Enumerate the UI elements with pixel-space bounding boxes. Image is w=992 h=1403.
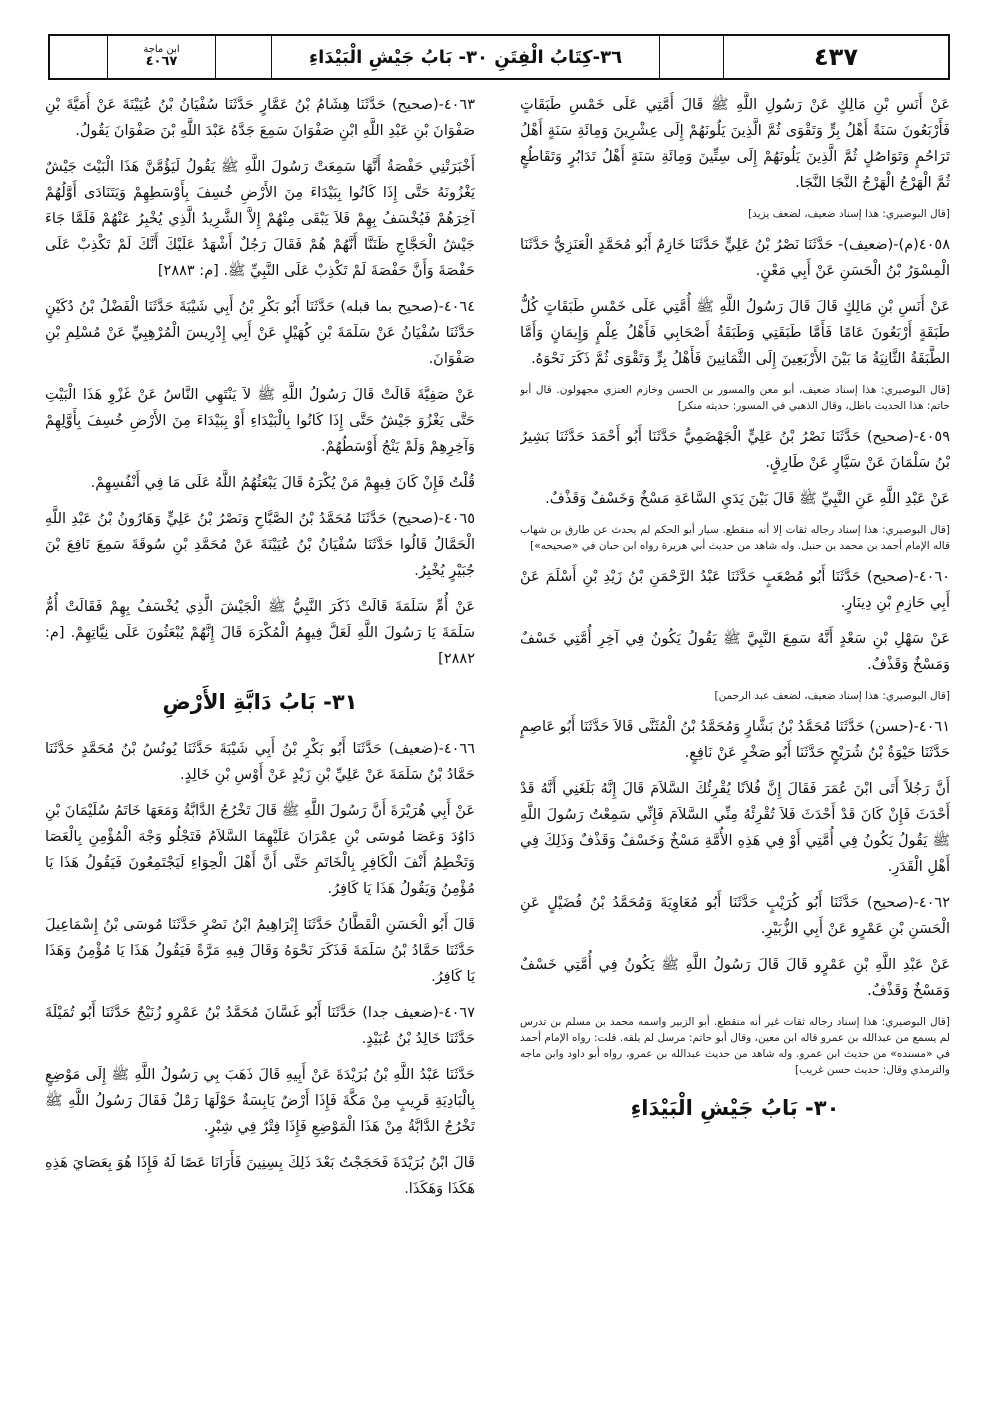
hadith-paragraph: ٤٠٦٠-(صحيح) حَدَّثَنَا أَبُو مُصْعَبٍ حَدَّثَنَا عَبْدُ الرَّحْمَنِ بْنُ زَيْدِ بْنِ أَسْلَمَ عَنْ أَبِي حَازِمِ بْنِ دِينَارٍ.	[520, 569, 950, 611]
chapter-title-box	[272, 36, 660, 78]
hadith-paragraph: ٤٠٦١-(حسن) حَدَّثَنَا مُحَمَّدُ بْنُ بَشَّارٍ وَمُحَمَّدُ بْنُ الْمُثَنَّى قَالاَ حَدَّثَنَا أَبُو عَاصِمٍ حَدَّثَنَا حَيْوَةُ بْنُ شُرَيْحٍ حَدَّثَنَا أَبُو صَخْرٍ عَنْ نَافِعٍ.	[520, 719, 950, 761]
chapter-title: ٣٦-كِتَابُ الْفِتَنِ ٣٠- بَابُ جَيْشِ الْبَيْدَاءِ	[308, 46, 623, 68]
hadith-paragraph: أَخْبَرَتْنِي حَفْصَةُ أَنَّهَا سَمِعَتْ رَسُولَ اللَّهِ ﷺ يَقُولُ لَيَؤُمَّنَّ هَذَا الْبَيْتَ جَيْشٌ يَغْزُونَهُ حَتَّى إِذَا كَانُوا بِبَيْدَاءَ مِنَ الأَرْضِ خُسِفَ بِأَوْسَطِهِمْ وَيَتَنَادَى أَوَّلُهُمْ آخِرَهُمْ فَيُخْسَفُ بِهِمْ فَلاَ يَبْقَى مِنْهُمْ إِلاَّ الشَّرِيدُ الَّذِي يُخْبِرُ عَنْهُمْ فَلَمَّا جَاءَ جَيْشُ الْحَجَّاجِ ظَنَنَّا أَنَّهُمْ هُمْ فَقَالَ رَجُلٌ أَشْهَدُ عَلَيْكَ أَنَّكَ لَمْ تَكْذِبْ عَلَى حَفْصَةَ وَأَنَّ حَفْصَةَ لَمْ تَكْذِبْ عَلَى النَّبِيِّ ﷺ. [م: ٢٨٨٣]	[45, 159, 475, 279]
page-header	[48, 34, 950, 80]
page-number: ٤٣٧	[814, 43, 858, 71]
footnote: [قال البوصيري: هذا إسناد ضعيف، أبو معن والمسور بن الحسن وخازم العنزي مجهولون. قال أبو حاتم: هذا الحديث باطل، وقال الذهبي في المسور: حديثه منكر]	[520, 384, 950, 412]
section-heading: ٣١- بَابُ دَابَّةِ الأَرْضِ	[162, 690, 358, 714]
reference-label: ابن ماجة	[143, 43, 180, 55]
footnote: [قال البوصيري: هذا إسناد رجاله ثقات غير أنه منقطع. أبو الزبير واسمه محمد بن مسلم بن تدرس لم يسمع من عبدالله بن عمرو قاله ابن معين، وقال أبو حاتم: مرسل لم يلقه. قلت: رواه الإمام أحمد في «مسنده» من حديث ابن عمرو. وله شاهد من حديث عبدالله بن عمرو، رواه أبو داود وابن ماجه والترمذي وقال: حديث حسن غريب]	[520, 1016, 950, 1076]
header-empty-cell	[660, 36, 724, 78]
hadith-paragraph: عَنْ سَهْلِ بْنِ سَعْدٍ أَنَّهُ سَمِعَ النَّبِيَّ ﷺ يَقُولُ يَكُونُ فِي آخِرِ أُمَّتِي خَسْفٌ وَمَسْخٌ وَقَذْفٌ.	[520, 631, 950, 673]
hadith-paragraph: قُلْتُ فَإِنْ كَانَ فِيهِمْ مَنْ يُكْرَهُ قَالَ يَبْعَثُهُمُ اللَّهُ عَلَى مَا فِي أَنْفُسِهِمْ.	[90, 475, 475, 491]
hadith-paragraph: قَالَ أَبُو الْحَسَنِ الْقَطَّانُ حَدَّثَنَا إِبْرَاهِيمُ ابْنُ نَصْرٍ حَدَّثَنَا مُوسَى بْنُ إِسْمَاعِيلَ حَدَّثَنَا حَمَّادُ بْنُ سَلَمَةَ فَذَكَرَ نَحْوَهُ وَقَالَ فِيهِ مَرَّةً فَيَقُولُ هَذَا يَا مُؤْمِنُ وَهَذَا يَا كَافِرُ.	[45, 917, 475, 985]
hadith-paragraph: عَنْ عَبْدِ اللَّهِ عَنِ النَّبِيِّ ﷺ قَالَ بَيْنَ يَدَيِ السَّاعَةِ مَسْخٌ وَخَسْفٌ وَقَذْفٌ.	[545, 491, 950, 507]
hadith-paragraph: ٤٠٥٩-(صحيح) حَدَّثَنَا نَصْرُ بْنُ عَلِيٍّ الْجَهْضَمِيُّ حَدَّثَنَا أَبُو أَحْمَدَ حَدَّثَنَا بَشِيرُ بْنُ سَلْمَانَ عَنْ سَيَّارٍ عَنْ طَارِقٍ.	[520, 429, 950, 471]
hadith-paragraph: عَنْ أَنَسِ بْنِ مَالِكٍ قَالَ قَالَ رَسُولُ اللَّهِ ﷺ أُمَّتِي عَلَى خَمْسِ طَبَقَاتٍ كُلُّ طَبَقَةٍ أَرْبَعُونَ عَامًا فَأَمَّا طَبَقَتِي وَطَبَقَةُ أَصْحَابِي فَأَهْلُ عِلْمٍ وَإِيمَانٍ وَأَمَّا الطَّبَقَةُ الثَّانِيَةُ مَا بَيْنَ الأَرْبَعِينَ إِلَى الثَّمَانِينَ فَأَهْلُ بِرٍّ وَتَقْوَى ثُمَّ ذَكَرَ نَحْوَهُ.	[520, 299, 950, 367]
header-empty-cell	[50, 36, 108, 78]
left-text-column	[45, 92, 475, 1382]
hadith-paragraph: ٤٠٥٨(م)-(ضعيف)- حَدَّثَنَا نَصْرُ بْنُ عَلِيٍّ حَدَّثَنَا خَازِمٌ أَبُو مُحَمَّدٍ الْعَنَزِيُّ حَدَّثَنَا الْمِسْوَرُ بْنُ الْحَسَنِ عَنْ أَبِي مَعْنٍ.	[520, 237, 950, 279]
page-number-box	[724, 36, 948, 78]
footnote: [قال البوصيري: هذا إسناد ضعيف، لضعف يزيد]	[748, 208, 950, 220]
hadith-paragraph: عَنْ صَفِيَّةَ قَالَتْ قَالَ رَسُولُ اللَّهِ ﷺ لاَ يَنْتَهِي النَّاسُ عَنْ غَزْوِ هَذَا الْبَيْتِ حَتَّى يَغْزُوَ جَيْشٌ حَتَّى إِذَا كَانُوا بِالْبَيْدَاءِ أَوْ بِبَيْدَاءَ مِنَ الأَرْضِ خُسِفَ بِأَوَّلِهِمْ وَآخِرِهِمْ وَلَمْ يَنْجُ أَوْسَطُهُمْ.	[45, 387, 475, 455]
hadith-paragraph: ٤٠٦٢-(صحيح) حَدَّثَنَا أَبُو كُرَيْبٍ حَدَّثَنَا أَبُو مُعَاوِيَةَ وَمُحَمَّدُ بْنُ فُضَيْلٍ عَنِ الْحَسَنِ بْنِ عَمْرٍو عَنْ أَبِي الزُّبَيْرِ.	[520, 895, 950, 937]
hadith-paragraph: ٤٠٦٥-(صحيح) حَدَّثَنَا مُحَمَّدُ بْنُ الصَّبَّاحِ وَنَصْرُ بْنُ عَلِيٍّ وَهَارُونُ بْنُ عَبْدِ اللَّهِ الْحَمَّالُ قَالُوا حَدَّثَنَا سُفْيَانُ بْنُ عُيَيْنَةَ عَنْ مُحَمَّدِ بْنِ سُوقَةَ سَمِعَ نَافِعَ بْنَ جُبَيْرٍ يُخْبِرُ.	[45, 511, 475, 579]
hadith-paragraph: عَنْ عَبْدِ اللَّهِ بْنِ عَمْرٍو قَالَ قَالَ رَسُولُ اللَّهِ ﷺ يَكُونُ فِي أُمَّتِي خَسْفٌ وَمَسْخٌ وَقَذْفٌ.	[520, 957, 950, 999]
hadith-paragraph: قَالَ ابْنُ بُرَيْدَةَ فَحَجَجْتُ بَعْدَ ذَلِكَ بِسِنِينَ فَأَرَانَا عَصًا لَهُ فَإِذَا هُوَ بِعَصَايَ هَذِهِ هَكَذَا وَهَكَذَا.	[45, 1155, 475, 1197]
header-empty-cell	[216, 36, 272, 78]
hadith-paragraph: عَنْ أَنَسِ بْنِ مَالِكٍ عَنْ رَسُولِ اللَّهِ ﷺ قَالَ أُمَّتِي عَلَى خَمْسِ طَبَقَاتٍ فَأَرْبَعُونَ سَنَةً أَهْلُ بِرٍّ وَتَقْوَى ثُمَّ الَّذِينَ يَلُونَهُمْ إِلَى عِشْرِينَ وَمِائَةِ سَنَةٍ أَهْلُ تَرَاحُمٍ وَتَوَاصُلٍ ثُمَّ الَّذِينَ يَلُونَهُمْ إِلَى سِتِّينَ وَمِائَةِ سَنَةٍ أَهْلُ تَدَابُرٍ وَتَقَاطُعٍ ثُمَّ الْهَرْجُ الْهَرْجُ النَّجَا النَّجَا.	[520, 97, 950, 191]
section-heading: ٣٠- بَابُ جَيْشِ الْبَيْدَاءِ	[630, 1096, 840, 1120]
hadith-paragraph: ٤٠٦٤-(صحيح بما قبله) حَدَّثَنَا أَبُو بَكْرِ بْنُ أَبِي شَيْبَةَ حَدَّثَنَا الْفَضْلُ بْنُ دُكَيْنٍ حَدَّثَنَا سُفْيَانُ عَنْ سَلَمَةَ بْنِ كُهَيْلٍ عَنْ أَبِي إِدْرِيسَ الْمُرْهِبِيِّ عَنْ مُسْلِمِ بْنِ صَفْوَانَ.	[45, 299, 475, 367]
reference-number: ٤٠٦٧	[145, 54, 178, 70]
hadith-paragraph: ٤٠٦٣-(صحيح) حَدَّثَنَا هِشَامُ بْنُ عَمَّارٍ حَدَّثَنَا سُفْيَانُ بْنُ عُيَيْنَةَ عَنْ أُمَيَّةَ بْنِ صَفْوَانَ بْنِ عَبْدِ اللَّهِ ابْنِ صَفْوَانَ سَمِعَ جَدَّهُ عَبْدَ اللَّهِ بْنَ صَفْوَانَ يَقُولُ.	[45, 97, 475, 139]
right-text-column	[520, 92, 950, 1382]
reference-box	[108, 36, 216, 78]
hadith-paragraph: عَنْ أَبِي هُرَيْرَةَ أَنَّ رَسُولَ اللَّهِ ﷺ قَالَ تَخْرُجُ الدَّابَّةُ وَمَعَهَا خَاتَمُ سُلَيْمَانَ بْنِ دَاوُدَ وَعَصَا مُوسَى بْنِ عِمْرَانَ عَلَيْهِمَا السَّلاَمُ فَتَجْلُو وَجْهَ الْمُؤْمِنِ بِالْعَصَا وَتَخْطِمُ أَنْفَ الْكَافِرِ بِالْخَاتَمِ حَتَّى أَنَّ أَهْلَ الْحِوَاءِ لَيَجْتَمِعُونَ فَيَقُولُ هَذَا يَا مُؤْمِنُ وَيَقُولُ هَذَا يَا كَافِرُ.	[45, 803, 475, 897]
hadith-paragraph: عَنْ أُمِّ سَلَمَةَ قَالَتْ ذَكَرَ النَّبِيُّ ﷺ الْجَيْشَ الَّذِي يُخْسَفُ بِهِمْ فَقَالَتْ أُمُّ سَلَمَةَ يَا رَسُولَ اللَّهِ لَعَلَّ فِيهِمُ الْمُكْرَهَ قَالَ إِنَّهُمْ يُبْعَثُونَ عَلَى نِيَّاتِهِمْ. [م: ٢٨٨٢]	[45, 599, 475, 667]
hadith-paragraph: أَنَّ رَجُلاً أَتَى ابْنَ عُمَرَ فَقَالَ إِنَّ فُلاَنًا يُقْرِئُكَ السَّلاَمَ قَالَ إِنَّهُ بَلَغَنِي أَنَّهُ قَدْ أَحْدَثَ فَإِنْ كَانَ قَدْ أَحْدَثَ فَلاَ تُقْرِئْهُ مِنِّي السَّلاَمَ فَإِنِّي سَمِعْتُ رَسُولَ اللَّهِ ﷺ يَقُولُ يَكُونُ فِي أُمَّتِي أَوْ فِي هَذِهِ الأُمَّةِ مَسْخٌ وَخَسْفٌ وَقَذْفٌ وَذَلِكَ فِي أَهْلِ الْقَدَرِ.	[520, 781, 950, 875]
footnote: [قال البوصيري: هذا إسناد ضعيف، لضعف عبد الرحمن]	[714, 690, 950, 702]
hadith-paragraph: حَدَّثَنَا عَبْدُ اللَّهِ بْنُ بُرَيْدَةَ عَنْ أَبِيهِ قَالَ ذَهَبَ بِي رَسُولُ اللَّهِ ﷺ إِلَى مَوْضِعٍ بِالْبَادِيَةِ قَرِيبٍ مِنْ مَكَّةَ فَإِذَا أَرْضٌ يَابِسَةٌ حَوْلَهَا رَمْلٌ فَقَالَ رَسُولُ اللَّهِ ﷺ تَخْرُجُ الدَّابَّةُ مِنْ هَذَا الْمَوْضِعِ فَإِذَا فِتْرٌ فِي شِبْرٍ.	[45, 1067, 475, 1135]
footnote: [قال البوصيري: هذا إسناد رجاله ثقات إلا أنه منقطع. سيار أبو الحكم لم يحدث عن طارق بن شهاب قاله الإمام أحمد بن محمد بن حنبل. وله شاهد من حديث أبي هريرة رواه ابن حبان في «صحيحه»]	[520, 524, 950, 552]
hadith-paragraph: ٤٠٦٦-(ضعيف) حَدَّثَنَا أَبُو بَكْرِ بْنُ أَبِي شَيْبَةَ حَدَّثَنَا يُونُسُ بْنُ مُحَمَّدٍ حَدَّثَنَا حَمَّادُ بْنُ سَلَمَةَ عَنْ عَلِيِّ بْنِ زَيْدٍ عَنْ أَوْسِ بْنِ خَالِدٍ.	[45, 741, 475, 783]
hadith-paragraph: ٤٠٦٧-(ضعيف جدا) حَدَّثَنَا أَبُو غَسَّانَ مُحَمَّدُ بْنُ عَمْرٍو زُنَيْجٌ حَدَّثَنَا أَبُو تُمَيْلَةَ حَدَّثَنَا خَالِدُ بْنُ عُبَيْدٍ.	[45, 1005, 475, 1047]
